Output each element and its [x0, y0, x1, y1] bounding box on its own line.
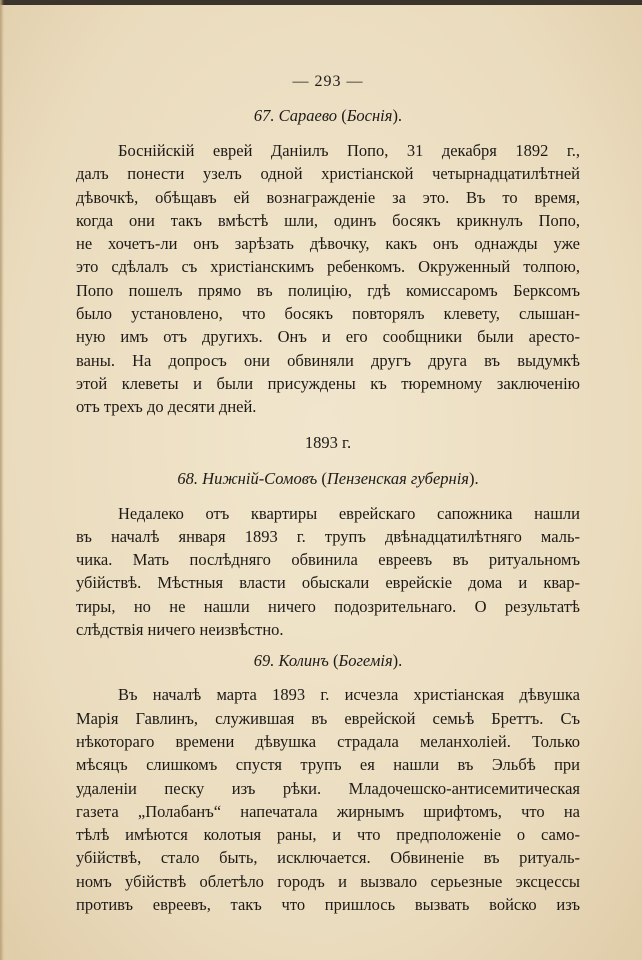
scan-top-border — [0, 0, 642, 5]
text-line: Боснійскій еврей Даніилъ Попо, 31 декабря 1892 г., — [118, 141, 580, 160]
section-67-text — [76, 139, 580, 419]
text-line: противъ евреевъ, такъ что пришлось вызвать войско изъ — [76, 895, 580, 915]
text-line: Въ началѣ марта 1893 г. исчезла христіанская дѣвушка — [118, 685, 580, 705]
text-line: это сдѣлалъ съ христіанскимъ ребенкомъ. Окруженный толпою, — [76, 257, 580, 277]
text-line: тѣлѣ имѣются колотыя раны, и что предположеніе о само- — [76, 825, 580, 845]
text-line: Попо пошелъ прямо въ полицію, гдѣ комиссаромъ Берксомъ — [76, 280, 580, 300]
page-content — [76, 70, 580, 916]
text-line: газета „Полабанъ“ напечатала жирнымъ шрифтомъ, что на — [76, 801, 580, 821]
text-line: отъ трехъ до десяти дней. — [76, 397, 257, 417]
text-line: этой клеветы и были присуждены къ тюремному заключенію — [76, 373, 580, 393]
text-line: въ началѣ января 1893 г. трупъ двѣнадцатилѣтняго маль- — [76, 526, 580, 546]
text-line: чика. Мать послѣдняго обвинила евреевъ въ ритуальномъ — [76, 550, 580, 570]
text-line: далъ понести узелъ одной христіанской четырнадцатилѣтней — [76, 164, 580, 184]
text-line: дѣвочкѣ, обѣщавъ ей вознагражденіе за это. Въ то время, — [76, 187, 580, 207]
section-69-title: 69. Колинъ — [253, 651, 329, 671]
section-67-title: 67. Сараево — [253, 106, 338, 125]
section-68-region: Пензенская губернія — [326, 468, 469, 488]
text-line: мѣсяцъ слишкомъ спустя трупъ ея нашли въ Эльбѣ при — [76, 755, 580, 775]
page-left-edge — [0, 0, 4, 960]
section-69-region: Богемія — [338, 651, 393, 671]
text-line: было установлено, что босякъ повторялъ клевету, слышан- — [76, 304, 580, 324]
text-line: ную имъ отъ другихъ. Онъ и его сообщники были аресто- — [76, 327, 580, 347]
page-number: — 293 — — [292, 73, 364, 90]
section-67-region: Боснія — [346, 106, 393, 125]
section-67-heading: 67. Сараево (Боснія). — [253, 106, 403, 125]
section-68-title: 68. Нижній-Сомовъ — [177, 468, 318, 488]
text-line: убійствѣ. Мѣстныя власти обыскали еврейскіе дома и квар- — [76, 573, 580, 593]
text-line: удаленіи песку изъ рѣки. Младочешско-антисемитическая — [76, 778, 580, 798]
section-69-text — [76, 683, 580, 916]
text-line: номъ убійствѣ облетѣло городъ и вызвало серьезные эксцессы — [76, 871, 580, 891]
text-line: Недалеко отъ квартиры еврейскаго сапожника нашли — [118, 503, 580, 523]
text-line: не хочетъ-ли онъ зарѣзать дѣвочку, какъ онъ однажды уже — [76, 234, 580, 254]
text-line: убійствѣ, стало быть, исключается. Обвиненіе въ ритуаль- — [76, 848, 580, 868]
text-line: слѣдствія ничего неизвѣстно. — [76, 620, 284, 640]
year-heading: 1893 г. — [304, 432, 352, 452]
section-69-heading: 69. Колинъ (Богемія). — [253, 651, 403, 671]
text-line: нѣкотораго времени дѣвушка страдала меланхоліей. Только — [76, 731, 580, 751]
text-line: тиры, но не нашли ничего подозрительнаго. О результатѣ — [76, 596, 580, 616]
section-68-heading: 68. Нижній-Сомовъ (Пензенская губернія). — [177, 468, 479, 488]
text-line: ваны. На допросъ они обвиняли другъ друга въ выдумкѣ — [76, 350, 580, 370]
section-68-text — [76, 502, 580, 642]
text-line: когда они такъ вмѣстѣ шли, одинъ босякъ крикнулъ Попо, — [76, 210, 580, 230]
text-line: Марія Гавлинъ, служившая въ еврейской семьѣ Бреттъ. Съ — [76, 708, 580, 728]
